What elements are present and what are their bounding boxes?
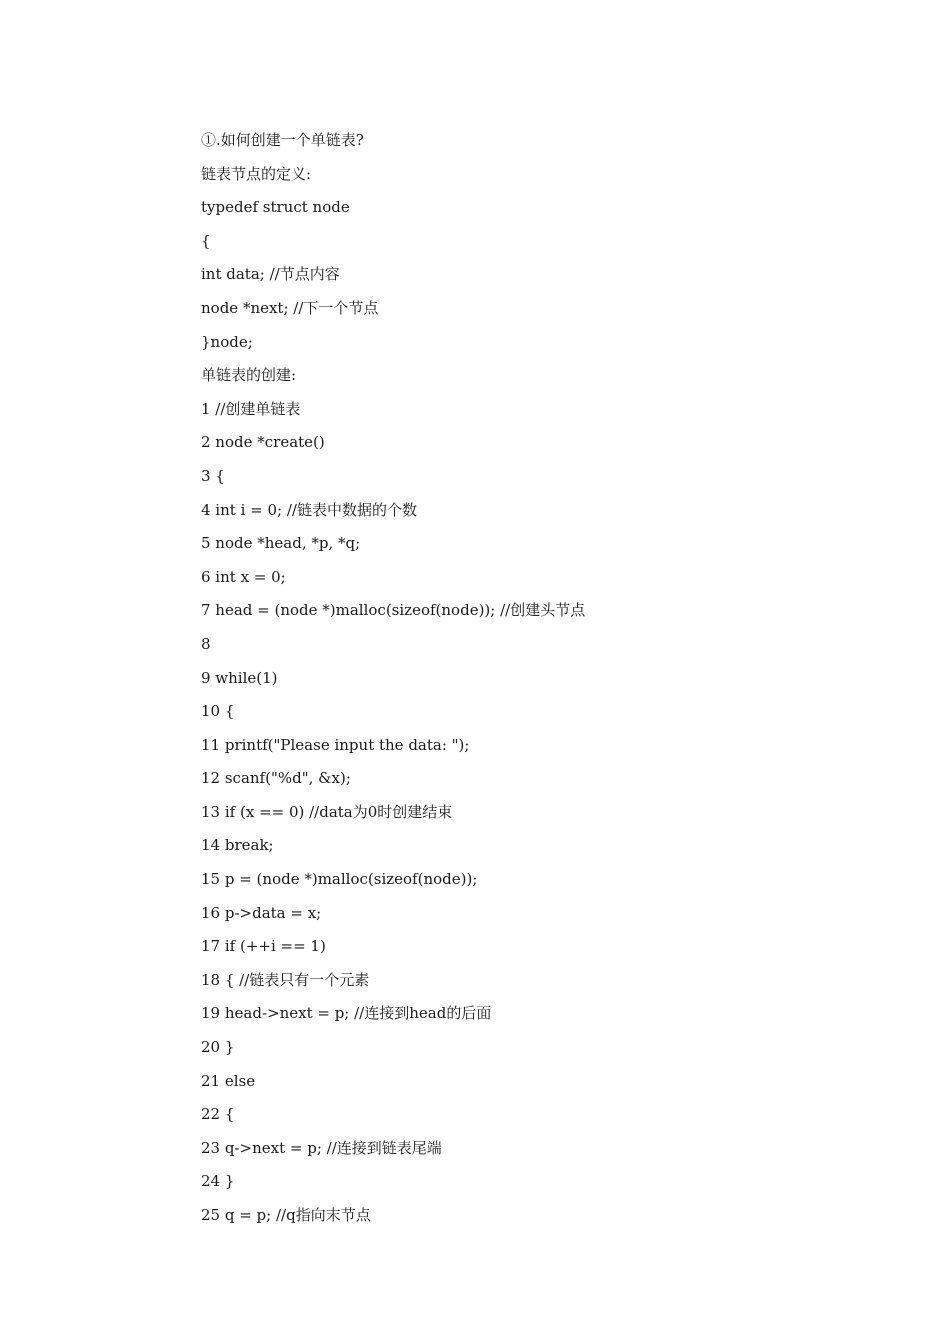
code-line: 5 node *head, *p, *q; [201,534,361,553]
code-line: 12 scanf("%d", &x); [201,769,351,788]
document-body [201,124,901,1233]
code-line: 24 } [201,1172,235,1191]
code-line: typedef struct node [201,198,350,217]
code-line: 1 //创建单链表 [201,399,301,418]
code-line: 4 int i = 0; //链表中数据的个数 [201,500,417,519]
code-line: 23 q->next = p; //连接到链表尾端 [201,1138,442,1157]
code-line: 16 p->data = x; [201,903,322,922]
code-line: 8 [201,634,211,653]
code-line: 18 { //链表只有一个元素 [201,970,370,989]
code-line: int data; //节点内容 [201,265,340,284]
code-line: }node; [201,332,253,351]
code-line: 14 break; [201,836,274,855]
code-line: 21 else [201,1071,256,1090]
code-line: { [201,231,211,250]
code-line: 10 { [201,702,235,721]
code-line: 11 printf("Please input the data: "); [201,735,470,754]
code-line: node *next; //下一个节点 [201,298,379,317]
code-line: 7 head = (node *)malloc(sizeof(node)); //创建头节点 [201,601,586,620]
code-line: 15 p = (node *)malloc(sizeof(node)); [201,870,478,889]
paragraph-label: 链表节点的定义: [201,164,312,183]
code-line: 22 { [201,1105,235,1124]
code-line: 6 int x = 0; [201,567,286,586]
section-heading: ①.如何创建一个单链表? [201,131,364,149]
code-line: 20 } [201,1038,235,1057]
code-line: 19 head->next = p; //连接到head的后面 [201,1004,492,1023]
code-line: 25 q = p; //q指向末节点 [201,1206,371,1224]
code-line: 3 { [201,466,225,485]
code-line: 2 node *create() [201,433,325,452]
paragraph-label: 单链表的创建: [201,366,297,385]
code-line: 13 if (x == 0) //data为0时创建结束 [201,802,453,821]
code-line: 17 if (++i == 1) [201,937,326,956]
code-line: 9 while(1) [201,668,278,687]
